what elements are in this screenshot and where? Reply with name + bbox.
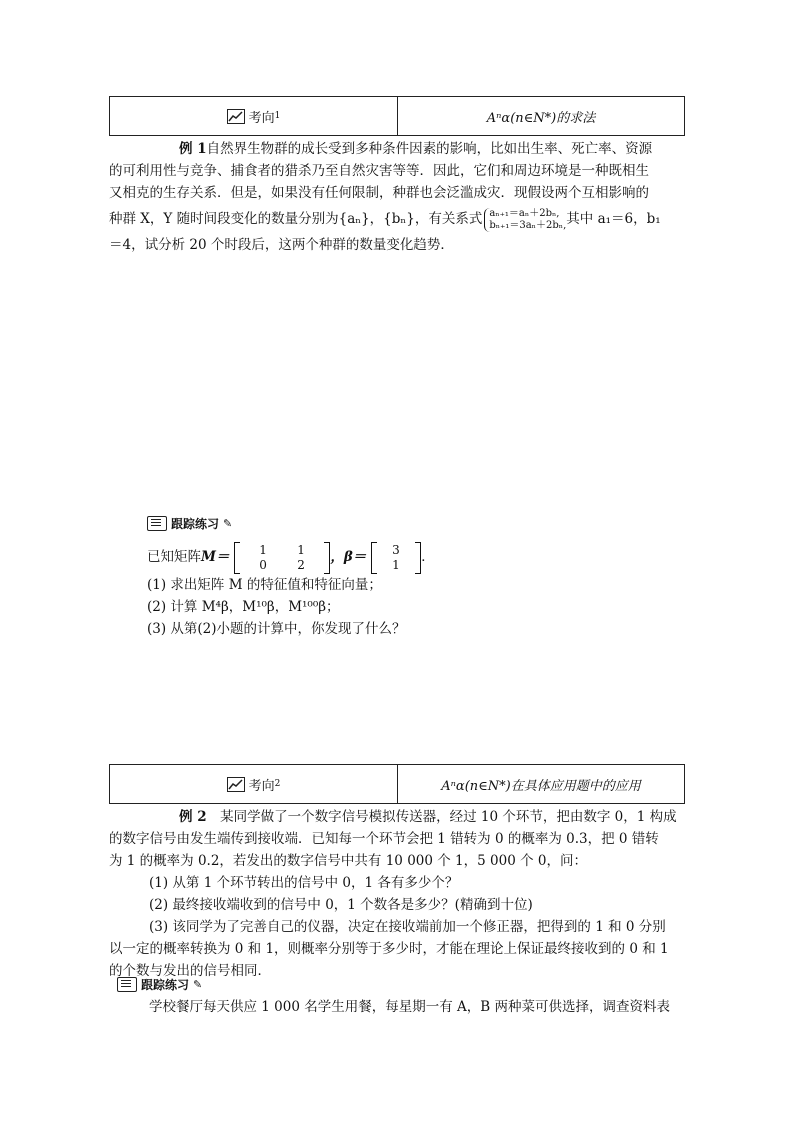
section-header-2 (109, 764, 685, 804)
practice-2 (109, 996, 685, 1018)
equation-line: bₙ₊₁＝3aₙ＋2bₙ, (489, 219, 567, 231)
header-right-cell: Aⁿα(n∈N*)在具体应用题中的应用 (441, 778, 641, 794)
example-text: 自然界生物群的成长受到多种条件因素的影响，比如出生率、死亡率、资源 (206, 141, 653, 157)
vector-beta (381, 543, 411, 573)
matrix-entry: 1 (297, 542, 305, 557)
left-bracket (234, 542, 240, 574)
practice-tag-1 (147, 515, 232, 532)
equation-line: aₙ₊₁＝aₙ＋2bₙ, (489, 207, 560, 219)
question-1: (1) 从第 1 个环节转出的信号中 0，1 各有多少个？ (149, 875, 459, 891)
practice-tag-label: 跟踪练习 (171, 517, 220, 531)
header-left-num: 1 (274, 111, 281, 121)
example-2 (109, 806, 685, 982)
header-right-cell: Aⁿα(n∈N*)的求法 (486, 110, 596, 126)
question-3-cont: 的个数与发出的信号相同． (109, 963, 271, 979)
header-left-cell (110, 765, 398, 803)
matrix-M (244, 543, 320, 573)
practice-intro: 已知矩阵 (147, 549, 201, 565)
example-text: 某同学做了一个数字信号模拟传送器，经过 10 个环节，把由数字 0，1 构成 (220, 809, 677, 825)
question-3: (3) 从第(2)小题的计算中，你发现了什么？ (147, 621, 406, 637)
example-text: 又相克的生存关系．但是，如果没有任何限制，种群也会泛滥成灾．现假设两个互相影响的 (109, 185, 649, 201)
example-text: 种群 X，Y 随时间段变化的数量分别为{aₙ}，{bₙ}，有关系式 (109, 211, 483, 227)
header-left-text: 考向 (248, 110, 275, 126)
matrix-entry: 0 (259, 557, 267, 572)
example-text: 的可利用性与竞争、捕食者的猎杀乃至自然灾害等等．因此，它们和周边环境是一种既相生 (109, 163, 649, 179)
beta-label: ，β＝ (330, 549, 367, 565)
question-2: (2) 最终接收端收到的信号中 0，1 个数各是多少？(精确到十位) (149, 897, 533, 913)
notebook-icon (117, 977, 137, 992)
question-3: (3) 该同学为了完善自己的仪器，决定在接收端前加一个修正器，把得到的 1 和 0 分别 (149, 919, 666, 935)
matrix-entry: 1 (259, 542, 267, 557)
pen-icon: ✎ (193, 978, 203, 991)
notebook-icon (147, 516, 167, 531)
practice-tag-2 (117, 976, 202, 993)
section-header-1 (109, 96, 685, 136)
header-left-cell (110, 97, 398, 135)
example-text: ＝4，试分析 20 个时段后，这两个种群的数量变化趋势． (109, 237, 454, 253)
example-text: 为 1 的概率为 0.2，若发出的数字信号中共有 10 000 个 1，5 000 个 0，问： (109, 853, 587, 869)
header-left-text: 考向 (248, 778, 275, 794)
left-bracket (371, 542, 377, 574)
right-bracket (415, 542, 421, 574)
pen-icon: ✎ (223, 517, 233, 530)
question-2: (2) 计算 M⁴β，M¹⁰β，M¹⁰⁰β； (147, 599, 340, 615)
example-label: 例 2 (179, 809, 207, 825)
matrix-label: M＝ (201, 549, 230, 565)
trend-chart-icon (227, 777, 245, 792)
practice-1: 已知矩阵M＝ 1 1 0 2 ，β＝ 3 1 ． (1) 求出矩阵 M 的特征值和特征向量； (2) 计算 M⁴β，M¹⁰β，M¹⁰⁰β； (3) 从第(2)小题的计算中，你发现了什么？ (147, 540, 647, 640)
example-1 (109, 138, 685, 256)
vector-entry: 3 (392, 542, 400, 557)
vector-entry: 1 (392, 557, 400, 572)
example-label: 例 1 (179, 141, 207, 157)
header-left-num: 2 (274, 779, 281, 789)
equation-system (484, 208, 566, 232)
trend-chart-icon (227, 109, 245, 124)
question-3-cont: 以一定的概率转换为 0 和 1，则概率分别等于多少时，才能在理论上保证最终接收到的 0 和 1 (109, 941, 669, 957)
matrix-entry: 2 (297, 557, 305, 572)
practice-text: 学校餐厅每天供应 1 000 名学生用餐，每星期一有 A，B 两种菜可供选择，调查资料表 (149, 999, 670, 1015)
example-text: 其中 a₁＝6，b₁ (566, 211, 661, 227)
example-text: 的数字信号由发生端传到接收端．已知每一个环节会把 1 错转为 0 的概率为 0.3，把 0 错转 (109, 831, 659, 847)
practice-tag-label: 跟踪练习 (141, 978, 190, 992)
question-1: (1) 求出矩阵 M 的特征值和特征向量； (147, 577, 382, 593)
